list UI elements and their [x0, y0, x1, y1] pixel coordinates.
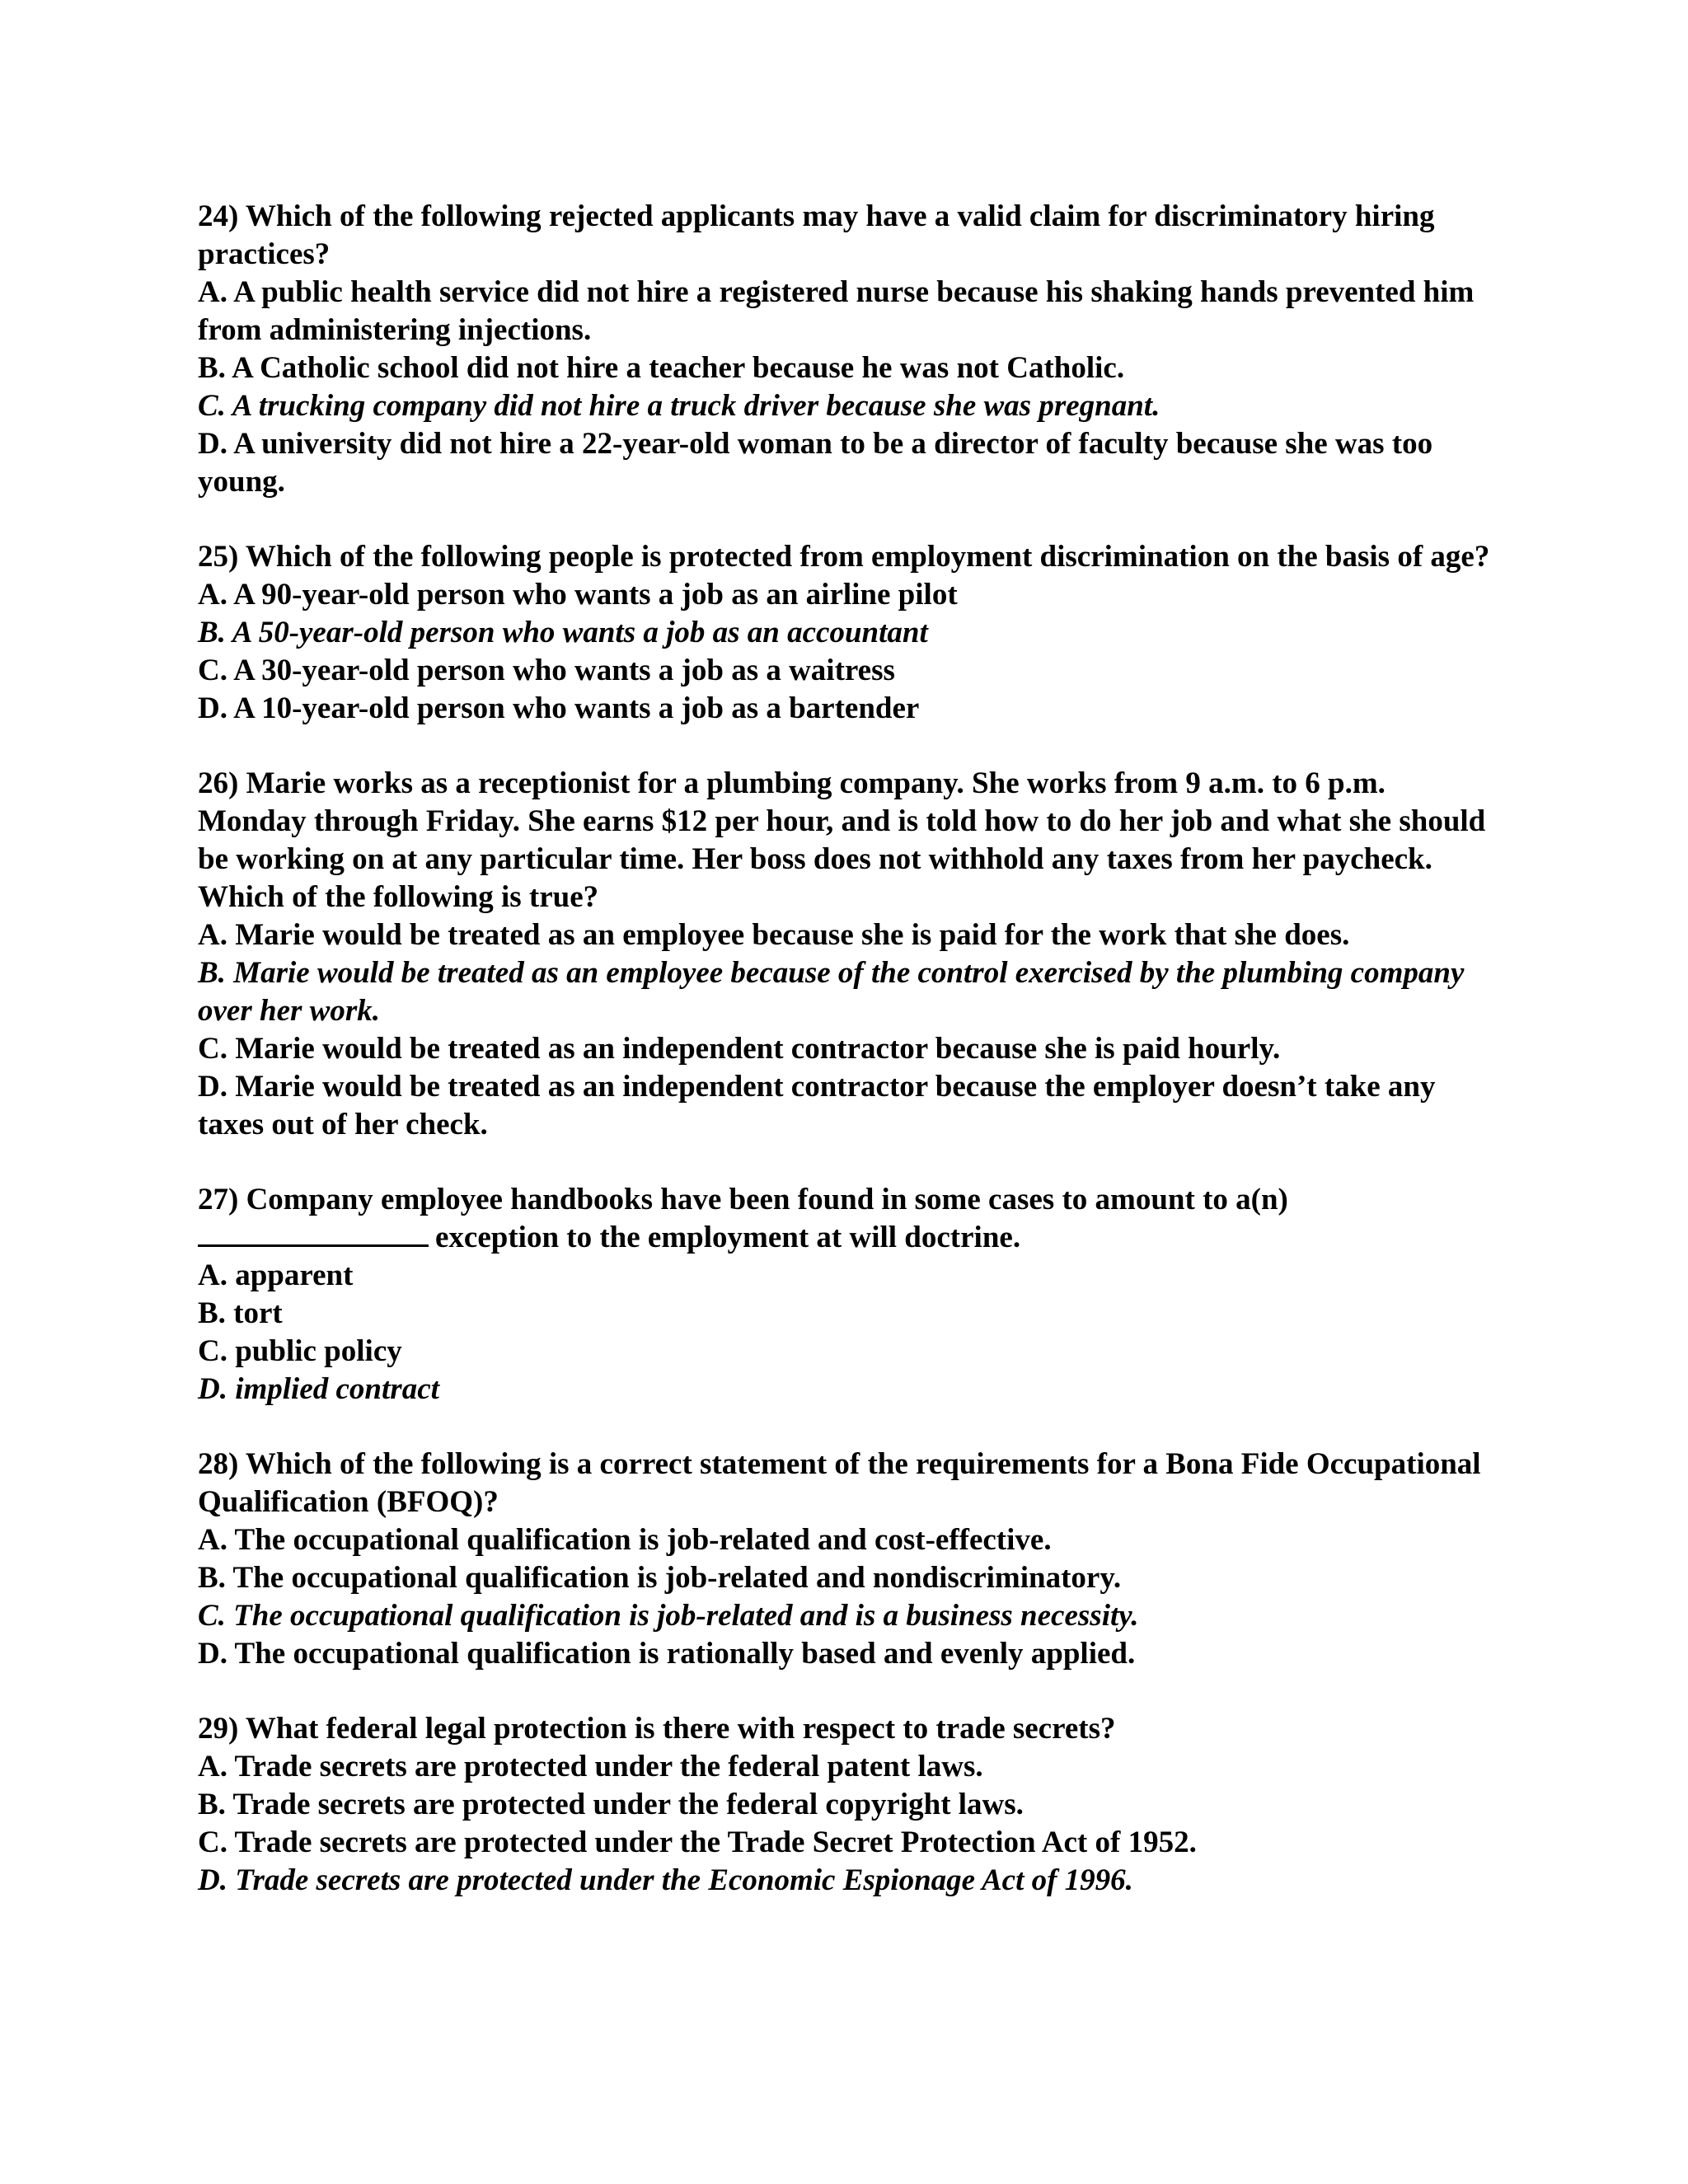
question-26	[198, 765, 1500, 1144]
question-25	[198, 538, 1500, 728]
answer-option-a: A. A public health service did not hire a registered nurse because his shaking hands prevented him from administering injections.	[198, 275, 1475, 347]
answer-option-b-correct: B. Marie would be treated as an employee because of the control exercised by the plumbing company over her work.	[198, 956, 1465, 1028]
answer-option-c: C. A 30-year-old person who wants a job as a waitress	[198, 654, 895, 687]
answer-option-c-correct: C. The occupational qualification is job-related and is a business necessity.	[198, 1599, 1139, 1633]
question-text-before-blank: 27) Company employee handbooks have been found in some cases to amount to a(n)	[198, 1183, 1288, 1216]
answer-option-b: B. A Catholic school did not hire a teacher because he was not Catholic.	[198, 351, 1125, 385]
fill-in-blank	[198, 1220, 429, 1247]
answer-option-d-correct: D. Trade secrets are protected under the Economic Espionage Act of 1996.	[198, 1863, 1133, 1897]
answer-option-d: D. A university did not hire a 22-year-old woman to be a director of faculty because she was too young.	[198, 427, 1433, 499]
answer-option-a: A. Marie would be treated as an employee because she is paid for the work that she does.	[198, 918, 1350, 952]
question-29	[198, 1710, 1500, 1900]
answer-option-c: C. Trade secrets are protected under the Trade Secret Protection Act of 1952.	[198, 1825, 1197, 1859]
question-text: 29) What federal legal protection is there with respect to trade secrets?	[198, 1712, 1116, 1746]
answer-option-c-correct: C. A trucking company did not hire a truck driver because she was pregnant.	[198, 389, 1160, 423]
answer-option-a: A. The occupational qualification is job-related and cost-effective.	[198, 1523, 1052, 1557]
question-text-after-blank: exception to the employment at will doctrine.	[435, 1221, 1021, 1254]
answer-option-b-correct: B. A 50-year-old person who wants a job as an accountant	[198, 616, 928, 649]
answer-option-a: A. A 90-year-old person who wants a job as an airline pilot	[198, 578, 958, 612]
answer-option-b: B. The occupational qualification is job-related and nondiscriminatory.	[198, 1561, 1122, 1595]
question-text: 24) Which of the following rejected applicants may have a valid claim for discriminatory hiring practices?	[198, 199, 1435, 271]
answer-option-c: C. Marie would be treated as an independent contractor because she is paid hourly.	[198, 1032, 1281, 1066]
answer-option-b: B. Trade secrets are protected under the federal copyright laws.	[198, 1788, 1024, 1821]
question-text: 28) Which of the following is a correct statement of the requirements for a Bona Fide Occupational Qualification (BFOQ)?	[198, 1447, 1481, 1519]
answer-option-a: A. apparent	[198, 1258, 354, 1292]
question-27	[198, 1181, 1500, 1408]
answer-option-d: D. Marie would be treated as an independent contractor because the employer doesn’t take any taxes out of her check.	[198, 1070, 1436, 1141]
answer-option-c: C. public policy	[198, 1334, 402, 1368]
question-text: 25) Which of the following people is protected from employment discrimination on the basis of age?	[198, 540, 1490, 574]
answer-option-d: D. A 10-year-old person who wants a job as a bartender	[198, 691, 920, 725]
question-24	[198, 198, 1500, 501]
question-28	[198, 1446, 1500, 1673]
answer-option-d-correct: D. implied contract	[198, 1372, 439, 1406]
answer-option-b: B. tort	[198, 1296, 283, 1330]
document-page	[198, 198, 1500, 1937]
answer-option-a: A. Trade secrets are protected under the federal patent laws.	[198, 1750, 983, 1783]
question-text: 26) Marie works as a receptionist for a plumbing company. She works from 9 a.m. to 6 p.m. Monday through Friday. She earns $12 per hour, and is told how to do her job and what she should be working on at any particular time. Her boss does not withhold any taxes from her paycheck. Which of the following is true?	[198, 766, 1486, 914]
answer-option-d: D. The occupational qualification is rationally based and evenly applied.	[198, 1637, 1136, 1671]
question-text	[198, 1181, 1500, 1257]
